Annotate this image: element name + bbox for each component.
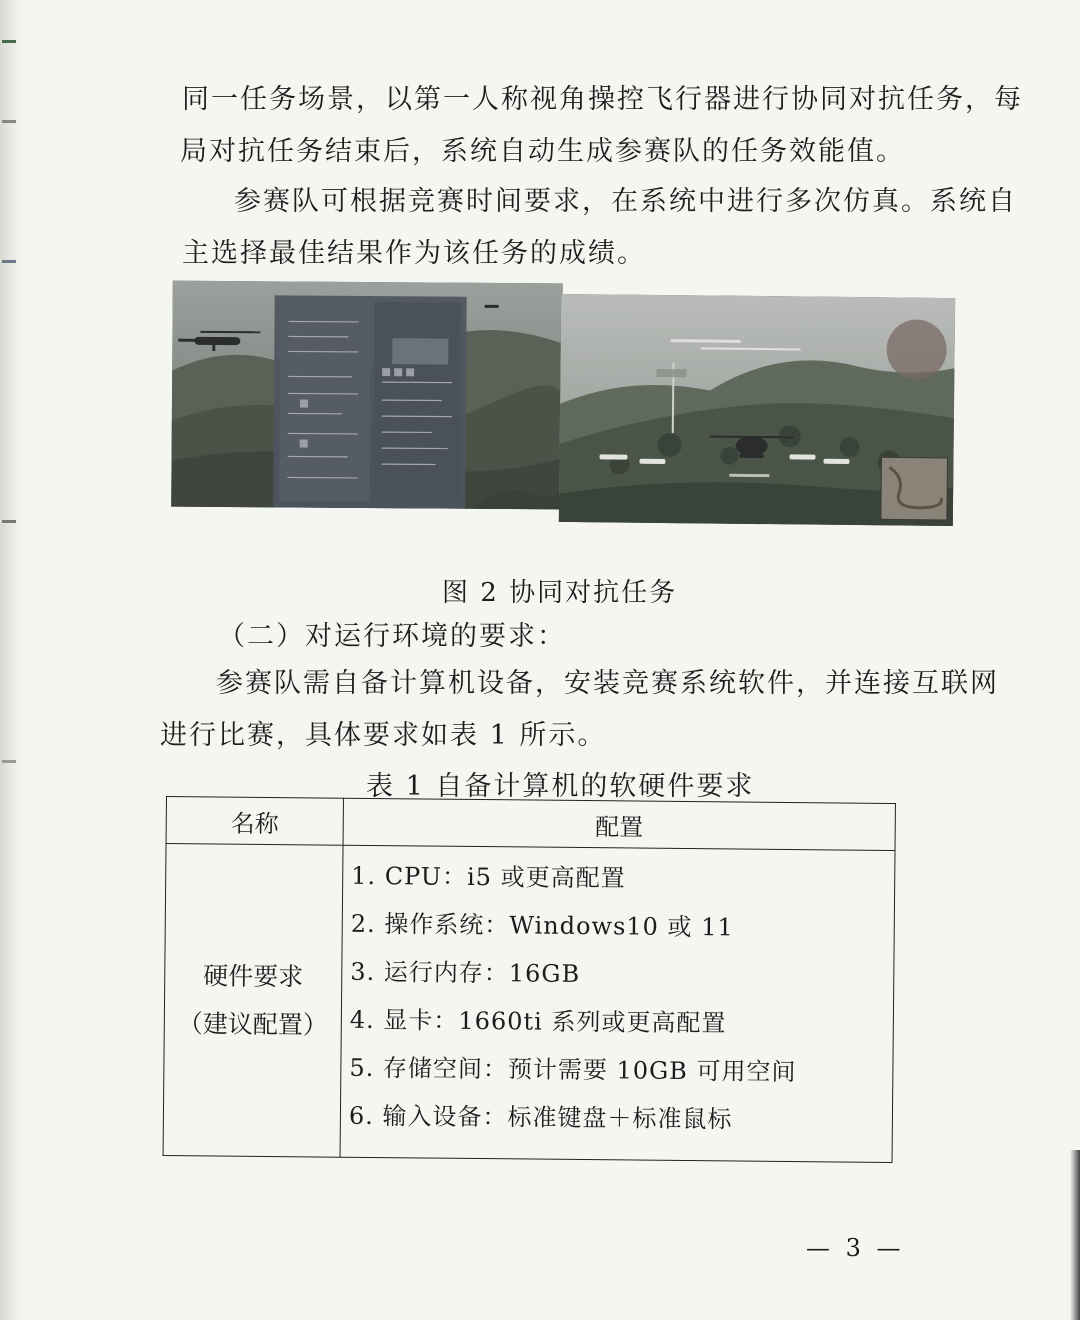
body-paragraph-1 (180, 74, 1023, 178)
paragraph-line: 参赛队需自备计算机设备，安装竞赛系统软件，并连接互联网 (216, 668, 999, 699)
requirements-table (163, 796, 896, 1163)
row-name-line: （建议配置） (177, 1008, 328, 1040)
header-config: 配置 (343, 798, 895, 850)
paragraph-line: 主选择最佳结果作为该任务的成绩。 (182, 238, 646, 269)
figure-2-images (172, 282, 954, 524)
header-name: 名称 (166, 797, 343, 846)
screenshot-left-graphic (171, 281, 563, 510)
config-item: 1. CPU：i5 或更高配置 (351, 861, 626, 893)
paragraph-line: 局对抗任务结束后，系统自动生成参赛队的任务效能值。 (180, 136, 905, 167)
table-row (163, 844, 895, 1163)
config-cell (340, 845, 895, 1162)
config-item: 4. 显卡：1660ti 系列或更高配置 (349, 1005, 727, 1038)
scan-edge (0, 0, 22, 1320)
paragraph-line: 进行比赛，具体要求如表 1 所示。 (160, 720, 607, 751)
paragraph-line: 同一任务场景，以第一人称视角操控飞行器进行协同对抗任务，每 (182, 84, 1023, 115)
body-paragraph-2 (182, 176, 1017, 280)
config-item: 2. 操作系统：Windows10 或 11 (350, 909, 734, 942)
table-header-row (166, 797, 895, 851)
config-item: 3. 运行内存：16GB (350, 957, 581, 988)
simulation-screenshot-settings (171, 281, 563, 510)
config-item: 6. 输入设备：标准键盘＋标准鼠标 (348, 1101, 733, 1134)
screenshot-right-graphic (559, 294, 955, 526)
scan-edge-right (1070, 1150, 1080, 1320)
config-item: 5. 存储空间：预计需要 10GB 可用空间 (349, 1053, 797, 1087)
paragraph-line: 参赛队可根据竞赛时间要求，在系统中进行多次仿真。系统自 (234, 186, 1017, 217)
figure-caption: 图 2 协同对抗任务 (442, 578, 678, 608)
body-paragraph-3 (160, 658, 999, 762)
page-number: — 3 — (806, 1234, 905, 1262)
section-heading: （二）对运行环境的要求： (218, 621, 566, 652)
table-title: 表 1 自备计算机的软硬件要求 (366, 771, 755, 802)
row-name-line: 硬件要求 (203, 960, 304, 991)
simulation-screenshot-terrain (559, 294, 955, 526)
row-name-cell (163, 844, 343, 1158)
